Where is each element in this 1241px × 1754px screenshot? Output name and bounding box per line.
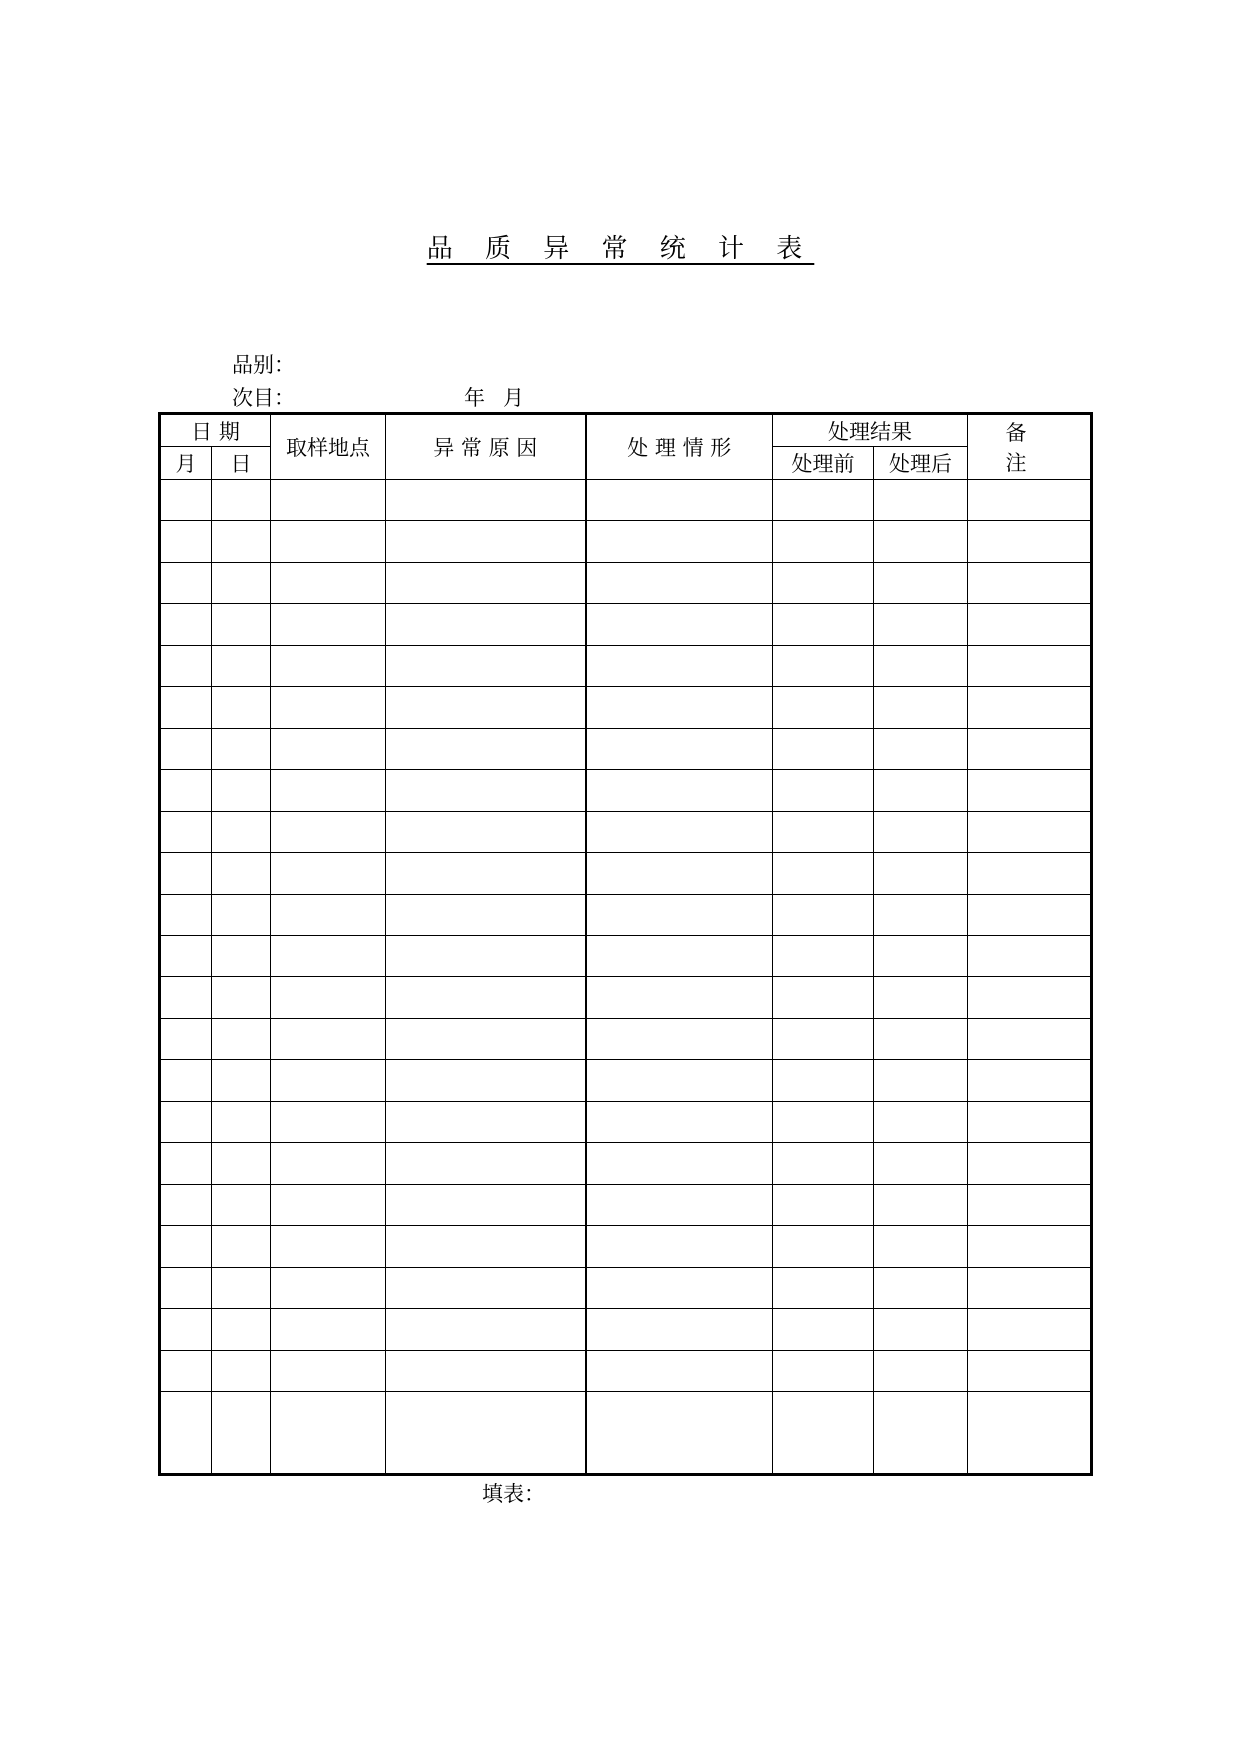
month-cell[interactable] [160,604,212,645]
table-row [160,687,1092,728]
day-cell[interactable] [212,1350,271,1391]
remark-cell[interactable] [968,1101,1092,1142]
table-row [160,604,1092,645]
cause-cell[interactable] [386,521,586,562]
day-cell[interactable] [212,977,271,1018]
remark-cell[interactable] [968,645,1092,686]
table-row [160,1226,1092,1267]
after-cell[interactable] [874,1267,968,1308]
after-cell[interactable] [874,1391,968,1474]
handling-cell[interactable] [586,1143,773,1184]
year-label: 年 [464,386,485,410]
day-cell[interactable] [212,1060,271,1101]
location-cell[interactable] [271,1184,386,1225]
before-cell[interactable] [773,1267,874,1308]
after-cell[interactable] [874,894,968,935]
after-cell[interactable] [874,728,968,769]
cause-cell[interactable] [386,770,586,811]
day-cell[interactable] [212,811,271,852]
cause-cell[interactable] [386,811,586,852]
cause-cell[interactable] [386,1143,586,1184]
after-cell[interactable] [874,480,968,521]
day-cell[interactable] [212,480,271,521]
cause-cell[interactable] [386,480,586,521]
day-cell[interactable] [212,1018,271,1059]
handling-cell[interactable] [586,1184,773,1225]
before-cell[interactable] [773,935,874,976]
after-cell[interactable] [874,645,968,686]
table-row [160,645,1092,686]
cause-cell[interactable] [386,1391,586,1474]
location-cell[interactable] [271,1226,386,1267]
after-cell[interactable] [874,1143,968,1184]
location-cell[interactable] [271,480,386,521]
month-cell[interactable] [160,480,212,521]
month-cell[interactable] [160,1060,212,1101]
cause-cell[interactable] [386,1350,586,1391]
day-cell[interactable] [212,935,271,976]
table-row [160,1060,1092,1101]
day-cell[interactable] [212,645,271,686]
cause-cell[interactable] [386,645,586,686]
location-cell[interactable] [271,1391,386,1474]
cause-cell[interactable] [386,853,586,894]
handling-cell[interactable] [586,1226,773,1267]
location-cell[interactable] [271,562,386,603]
day-cell[interactable] [212,1184,271,1225]
month-cell[interactable] [160,1267,212,1308]
day-cell[interactable] [212,687,271,728]
handling-cell[interactable] [586,935,773,976]
before-cell[interactable] [773,811,874,852]
month-cell[interactable] [160,728,212,769]
handling-cell[interactable] [586,1350,773,1391]
handling-cell[interactable] [586,687,773,728]
cause-cell[interactable] [386,1226,586,1267]
remark-cell[interactable] [968,935,1092,976]
after-cell[interactable] [874,935,968,976]
remark-cell[interactable] [968,811,1092,852]
handling-cell[interactable] [586,770,773,811]
after-cell[interactable] [874,977,968,1018]
day-cell[interactable] [212,853,271,894]
day-cell[interactable] [212,1309,271,1350]
month-cell[interactable] [160,1018,212,1059]
handling-cell[interactable] [586,1309,773,1350]
month-cell[interactable] [160,935,212,976]
remark-cell[interactable] [968,977,1092,1018]
table-row [160,853,1092,894]
remark-cell[interactable] [968,562,1092,603]
handling-cell[interactable] [586,1391,773,1474]
handling-cell[interactable] [586,811,773,852]
before-cell[interactable] [773,853,874,894]
remark-cell[interactable] [968,853,1092,894]
cause-cell[interactable] [386,1267,586,1308]
table-row [160,770,1092,811]
location-cell[interactable] [271,521,386,562]
batch-label: 次目： [232,386,295,410]
before-cell[interactable] [773,1184,874,1225]
remark-header: 备 注 [968,414,1092,480]
remark-cell[interactable] [968,1018,1092,1059]
month-cell[interactable] [160,645,212,686]
after-cell[interactable] [874,853,968,894]
location-cell[interactable] [271,811,386,852]
location-cell[interactable] [271,1350,386,1391]
after-cell[interactable] [874,1101,968,1142]
cause-cell[interactable] [386,1060,586,1101]
before-cell[interactable] [773,562,874,603]
month-cell[interactable] [160,1391,212,1474]
before-cell[interactable] [773,1309,874,1350]
before-cell[interactable] [773,604,874,645]
before-cell[interactable] [773,521,874,562]
before-cell[interactable] [773,1060,874,1101]
month-label: 月 [503,386,524,410]
table-row [160,1267,1092,1308]
table-row [160,935,1092,976]
table-row [160,728,1092,769]
before-cell[interactable] [773,1391,874,1474]
category-label: 品别： [232,353,295,377]
before-cell[interactable] [773,1143,874,1184]
handling-cell[interactable] [586,1018,773,1059]
handling-cell[interactable] [586,894,773,935]
cause-cell[interactable] [386,894,586,935]
remark-cell[interactable] [968,604,1092,645]
before-header: 处理前 [773,447,874,480]
handling-cell[interactable] [586,1101,773,1142]
remark-cell[interactable] [968,1391,1092,1474]
handling-cell[interactable] [586,728,773,769]
before-cell[interactable] [773,977,874,1018]
handling-cell[interactable] [586,977,773,1018]
before-cell[interactable] [773,480,874,521]
table-row [160,1018,1092,1059]
after-cell[interactable] [874,1350,968,1391]
cause-cell[interactable] [386,1309,586,1350]
cause-cell[interactable] [386,977,586,1018]
table-row [160,977,1092,1018]
month-cell[interactable] [160,521,212,562]
handling-cell[interactable] [586,480,773,521]
remark-cell[interactable] [968,521,1092,562]
before-cell[interactable] [773,728,874,769]
remark-cell[interactable] [968,894,1092,935]
handling-cell[interactable] [586,1060,773,1101]
result-header: 处理结果 [773,414,968,447]
remark-cell[interactable] [968,728,1092,769]
cause-cell[interactable] [386,728,586,769]
after-cell[interactable] [874,687,968,728]
day-cell[interactable] [212,1226,271,1267]
table-row [160,1350,1092,1391]
remark-cell[interactable] [968,1267,1092,1308]
location-cell[interactable] [271,728,386,769]
month-cell[interactable] [160,1101,212,1142]
cause-cell[interactable] [386,1018,586,1059]
table-row [160,1101,1092,1142]
handling-cell[interactable] [586,1267,773,1308]
day-cell[interactable] [212,604,271,645]
cause-cell[interactable] [386,562,586,603]
table-row [160,1143,1092,1184]
month-cell[interactable] [160,1143,212,1184]
handling-cell[interactable] [586,853,773,894]
location-cell[interactable] [271,645,386,686]
table-row [160,1391,1092,1474]
remark-cell[interactable] [968,1143,1092,1184]
after-cell[interactable] [874,1309,968,1350]
before-cell[interactable] [773,1101,874,1142]
after-cell[interactable] [874,521,968,562]
location-cell[interactable] [271,853,386,894]
handling-header: 处 理 情 形 [586,414,773,480]
before-cell[interactable] [773,770,874,811]
day-cell[interactable] [212,1267,271,1308]
after-cell[interactable] [874,562,968,603]
filler-label: 填表： [482,1482,545,1506]
date-header: 日 期 [160,414,271,447]
handling-cell[interactable] [586,521,773,562]
table-row [160,1184,1092,1225]
handling-cell[interactable] [586,604,773,645]
remark-cell[interactable] [968,1309,1092,1350]
location-cell[interactable] [271,977,386,1018]
cause-header: 异 常 原 因 [386,414,586,480]
before-cell[interactable] [773,894,874,935]
location-cell[interactable] [271,1101,386,1142]
location-cell[interactable] [271,935,386,976]
remark-cell[interactable] [968,1060,1092,1101]
after-cell[interactable] [874,1184,968,1225]
location-cell[interactable] [271,687,386,728]
day-header: 日 [212,447,271,480]
location-cell[interactable] [271,770,386,811]
table-body [160,480,1092,1475]
before-cell[interactable] [773,687,874,728]
location-cell[interactable] [271,1309,386,1350]
month-cell[interactable] [160,687,212,728]
after-cell[interactable] [874,1226,968,1267]
remark-cell[interactable] [968,687,1092,728]
month-cell[interactable] [160,562,212,603]
remark-cell[interactable] [968,1184,1092,1225]
month-header: 月 [160,447,212,480]
month-cell[interactable] [160,1309,212,1350]
after-cell[interactable] [874,811,968,852]
month-cell[interactable] [160,853,212,894]
remark-cell[interactable] [968,1350,1092,1391]
month-cell[interactable] [160,894,212,935]
location-cell[interactable] [271,1143,386,1184]
page-title: 品 质 异 常 统 计 表 [426,234,815,264]
after-cell[interactable] [874,1018,968,1059]
day-cell[interactable] [212,1101,271,1142]
day-cell[interactable] [212,521,271,562]
month-cell[interactable] [160,1350,212,1391]
remark-cell[interactable] [968,1226,1092,1267]
day-cell[interactable] [212,770,271,811]
after-cell[interactable] [874,1060,968,1101]
day-cell[interactable] [212,562,271,603]
table-row [160,894,1092,935]
before-cell[interactable] [773,645,874,686]
location-cell[interactable] [271,1267,386,1308]
after-cell[interactable] [874,604,968,645]
day-cell[interactable] [212,894,271,935]
before-cell[interactable] [773,1226,874,1267]
after-header: 处理后 [874,447,968,480]
table-row [160,521,1092,562]
month-cell[interactable] [160,1226,212,1267]
quality-stats-table [158,412,1093,1476]
cause-cell[interactable] [386,687,586,728]
month-cell[interactable] [160,811,212,852]
table-row [160,480,1092,521]
table-row [160,562,1092,603]
month-cell[interactable] [160,1184,212,1225]
remark-cell[interactable] [968,770,1092,811]
location-cell[interactable] [271,1060,386,1101]
cause-cell[interactable] [386,1101,586,1142]
before-cell[interactable] [773,1350,874,1391]
handling-cell[interactable] [586,645,773,686]
before-cell[interactable] [773,1018,874,1059]
handling-cell[interactable] [586,562,773,603]
month-cell[interactable] [160,977,212,1018]
location-cell[interactable] [271,894,386,935]
month-cell[interactable] [160,770,212,811]
cause-cell[interactable] [386,604,586,645]
location-header: 取样地点 [271,414,386,480]
remark-cell[interactable] [968,480,1092,521]
day-cell[interactable] [212,728,271,769]
day-cell[interactable] [212,1391,271,1474]
table-row [160,811,1092,852]
after-cell[interactable] [874,770,968,811]
location-cell[interactable] [271,604,386,645]
location-cell[interactable] [271,1018,386,1059]
cause-cell[interactable] [386,935,586,976]
table-row [160,1309,1092,1350]
cause-cell[interactable] [386,1184,586,1225]
day-cell[interactable] [212,1143,271,1184]
